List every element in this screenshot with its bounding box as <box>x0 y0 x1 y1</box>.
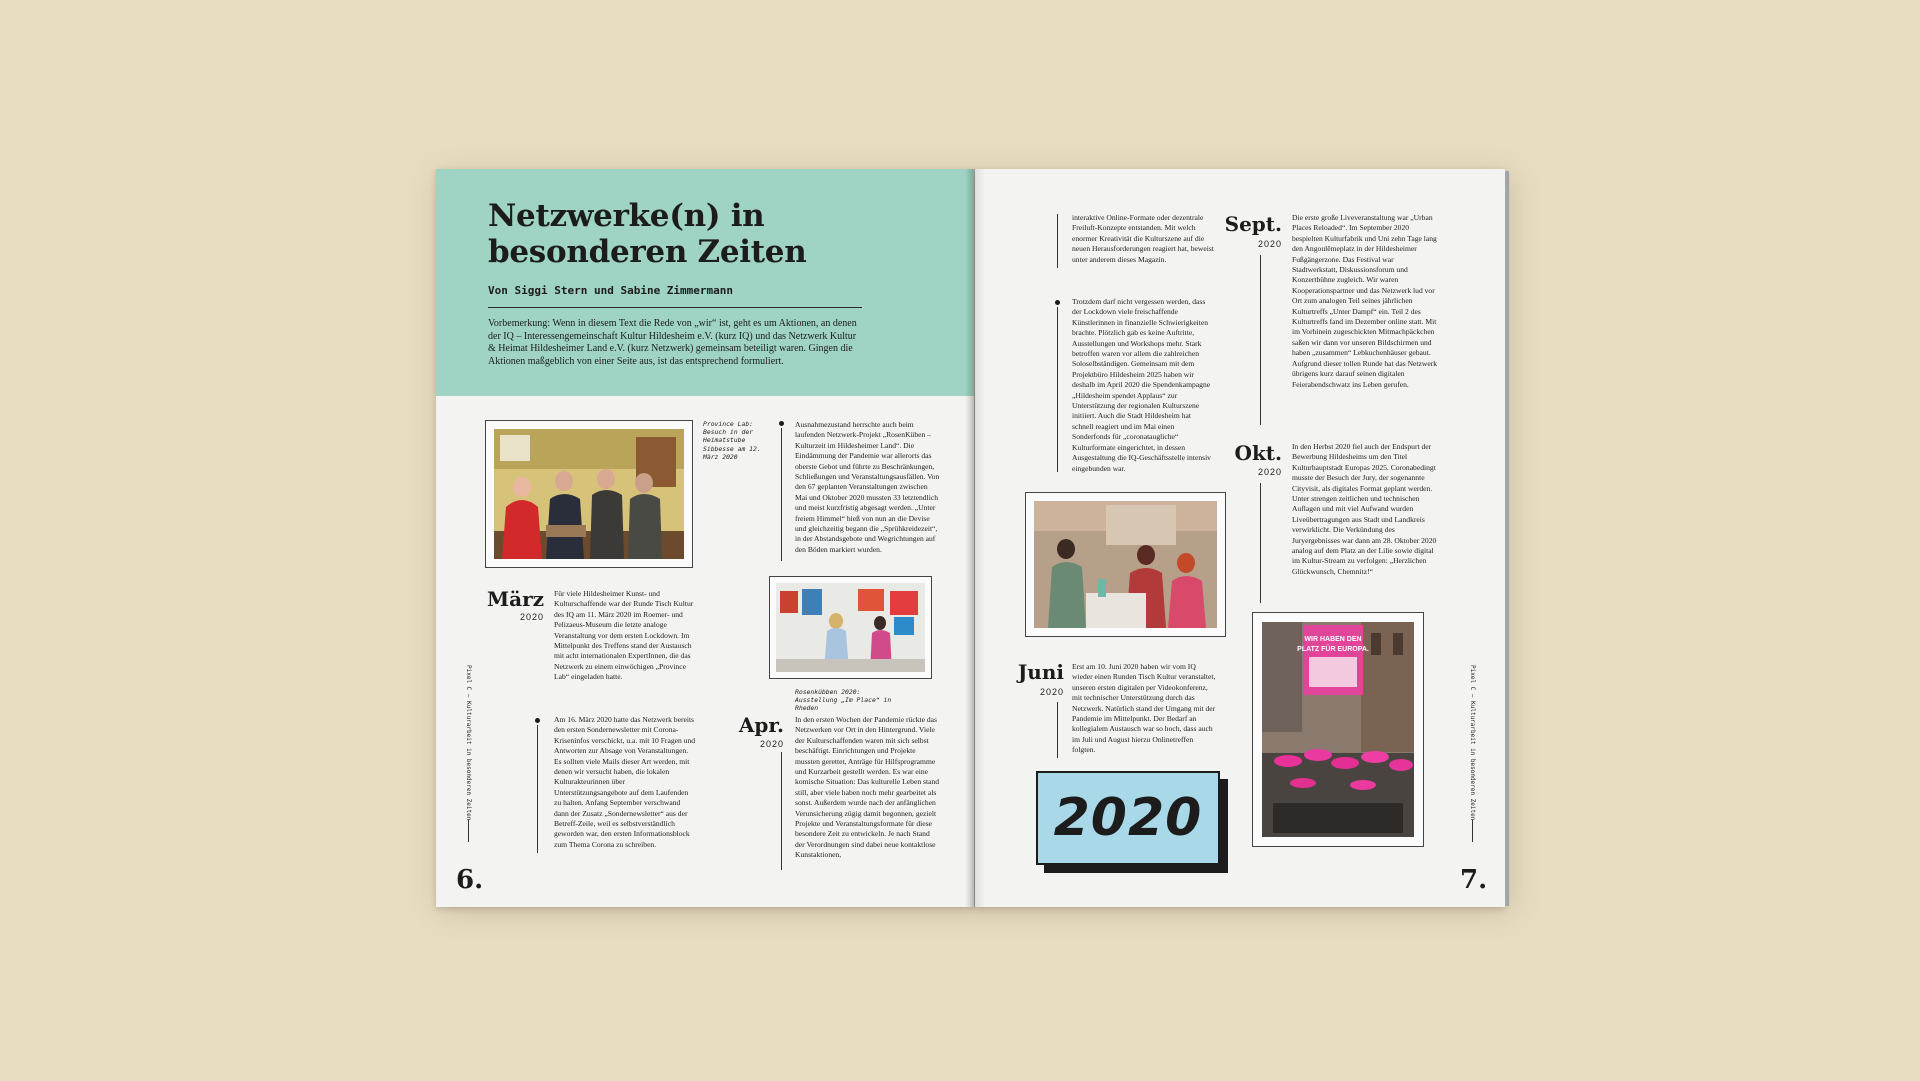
photo-rosenkuebben <box>769 576 932 679</box>
year-badge <box>1036 771 1220 865</box>
year-maerz: 2020 <box>519 612 544 622</box>
photo-event <box>1025 492 1226 637</box>
oktober-text: In den Herbst 2020 fiel auch der Endspurt der Bewerbung Hildesheims um den Titel Kulturhauptstadt Europas 2025. Coronabedingt musste der Besuch der Jury, der sogenannte Cityvisit, als digitales Format geplant werden. Unter strengen zeitlichen und technischen Auflagen und mit viel Aufwand wurden Liveübertragungen aus Stadt und Landkreis verwirklicht. Die Verkündung des Juryergebnisses war dann am 28. Oktober 2020 analog auf dem Platz an der Lilie sowie digital im Kultur-Stream zu verfolgen: „Herzlichen Glückwunsch, Chemnitz!“ <box>1292 442 1437 576</box>
right-col-text-2: Trotzdem darf nicht vergessen werden, dass der Lockdown viele freischaffende Künstlerinnen in finanzielle Schwierigkeiten brachte. Plötzlich gab es keine Auftritte, Ausstellungen und Workshops mehr. Stark betroffen waren vor allem die zahlreichen Soloselbständigen. Gemeinsam mit dem Projektbüro Hildesheim 2025 haben wir deshalb im April 2020 die Spendenkampagne „Hildesheim spendet Applaus“ zur Unterstützung der regionalen Kulturszene initiiert. Auch die Stadt Hildesheim hat schnell reagiert und im Mai einen Sonderfonds für „coronataugliche“ Kulturformate eingerichtet, in dessen Ausgestaltung die IQ-Geschäftsstelle intensiv eingebunden war. <box>1072 297 1211 473</box>
byline: Von Siggi Stern und Sabine Zimmermann <box>488 284 734 297</box>
timeline-line <box>1260 255 1261 425</box>
photo-province-lab <box>485 420 693 568</box>
timeline-line <box>781 428 782 561</box>
timeline-dot <box>779 421 784 426</box>
year-september: 2020 <box>1257 239 1282 249</box>
timeline-line <box>1057 214 1058 268</box>
timeline-dot <box>1055 300 1060 305</box>
caption-province-lab: Province Lab: Besuch in der Heimatstube Sibbesse am 12. März 2020 <box>703 420 761 461</box>
running-head-left: Pixel C – Kulturarbeit in besonderen Zeiten <box>465 665 472 821</box>
timeline-line <box>1057 307 1058 472</box>
col-top-text: Ausnahmezustand herrschte auch beim laufenden Netzwerk-Projekt „RosenKüben – Kulturzeit im Hildesheimer Land“. Die Eindämmung der Pandemie war allerorts das oberste Gebot und führte zu Beschränkungen, Schließungen und Veranstaltungsausfällen. Von den 67 geplanten Veranstaltungen zwischen Mai und Oktober 2020 mussten 33 letztendlich und meist kurzfristig abgesagt werden. „Unter freiem Himmel“ hieß von nun an die Devise und gleichzeitig begann die „Sprühkreidezeit“, in der Abstandsgebote und Wegrichtungen auf den Böden markiert wurden. <box>795 420 940 554</box>
maerz-text-1: Für viele Hildesheimer Kunst- und Kulturschaffende war der Runde Tisch Kultur des IQ am 11. März 2020 im Roemer- und Pelizaeus-Museum die letzte analoge Veranstaltung vor dem ersten Lockdown. Im Mittelpunkt des Treffens stand der Austausch mit acht internationalen ExpertInnen, die das Netzwerk zu einem einwöchigen „Province Lab“ eingeladen hatte. <box>554 589 694 682</box>
photo-square <box>1252 612 1424 847</box>
spine-shadow <box>965 169 985 907</box>
month-april: Apr. <box>738 713 784 737</box>
banner-text-2: PLATZ FÜR EUROPA. <box>1297 646 1369 653</box>
running-head-right: Pixel C – Kulturarbeit in besonderen Zeiten <box>1469 665 1476 821</box>
timeline-line <box>537 725 538 853</box>
photo-rosenkuebben-image <box>770 577 931 678</box>
page-number-left: 6. <box>456 865 484 895</box>
april-text: In den ersten Wochen der Pandemie rückte das Netzwerken vor Ort in den Hintergrund. Viele der Kulturschaffenden waren mit sich selbst beschäftigt. Einrichtungen und Projekte mussten gerettet, Anträge für Hilfsprogramme und Kurzarbeit gestellt werden. Es war eine komische Situation: Das kulturelle Leben stand still, aber viele haben noch mehr gearbeitet als sonst. Außerdem wurde nach der anfänglichen Verunsicherung zügig damit begonnen, gezielt Projekte und Veranstaltungsformate für diese besondere Zeit zu entwickeln. Je nach Stand der Verordnungen sind dabei neue kontaktlose Kunstaktionen, <box>795 715 940 860</box>
year-oktober: 2020 <box>1257 467 1282 477</box>
year-juni: 2020 <box>1039 687 1064 697</box>
running-rule <box>1472 820 1473 842</box>
article-title: Netzwerke(n) in besonderen Zeiten <box>488 198 807 270</box>
month-juni: Juni <box>1017 660 1064 684</box>
banner-text-1: WIR HABEN DEN <box>1304 636 1362 643</box>
month-oktober: Okt. <box>1234 441 1282 465</box>
juni-text: Erst am 10. Juni 2020 haben wir vom IQ wieder einen Runden Tisch Kultur veranstaltet, unseren ersten digitalen per Videokonferenz, mit technischer Unterstützung durch das Netzwerk. Natürlich stand der Umgang mit der Pandemie im Mittelpunkt. Der Bedarf an kollegialem Austausch war so hoch, dass auch im Juli und August hierzu Onlinetreffen folgten. <box>1072 662 1216 755</box>
month-september: Sept. <box>1224 212 1282 236</box>
month-maerz: März <box>487 587 544 611</box>
photo-square-image <box>1253 613 1423 846</box>
year-april: 2020 <box>759 739 784 749</box>
running-rule <box>468 820 469 842</box>
caption-rosenkuebben: Rosenkübben 2020: Ausstellung „Im Place“ in Rheden <box>795 688 892 713</box>
title-rule <box>488 307 862 308</box>
page-number-right: 7. <box>1460 865 1488 895</box>
right-col-text-1: interaktive Online-Formate oder dezentrale Freiluft-Konzepte entstanden. Mit welch enormer Kreativität die Kulturszene auf die neuen Herausforderungen reagiert hat, beweist unter anderem dieses Magazin. <box>1072 213 1214 264</box>
timeline-line <box>1057 702 1058 758</box>
timeline-dot <box>535 718 540 723</box>
photo-province-lab-image <box>486 421 692 567</box>
year-badge-text: 2020 <box>1053 788 1203 848</box>
photo-event-image <box>1026 493 1225 636</box>
intro-text: Vorbemerkung: Wenn in diesem Text die Rede von „wir“ ist, geht es um Aktionen, an denen der IQ – Interessengemeinschaft Kultur Hildesheim e.V. (kurz IQ) und das Netzwerk Kultur & Heimat Hildesheimer Land e.V. (kurz Netzwerk) gemeinsam beteiligt waren. Gingen die Aktionen maßgeblich von einer Seite aus, ist das entsprechend formuliert. <box>488 318 857 367</box>
september-text: Die erste große Liveveranstaltung war „Urban Places Reloaded“. Im September 2020 bespielten Kulturfabrik und Uni zehn Tage lang den Angoulêmeplatz in der Hildesheimer Fußgängerzone. Das Festival war Stadtwerkstatt, Diskussionsforum und Konzertbühne zugleich. Wir waren Kooperationspartner und das Netzwerk lud vor Ort zum analogen Teil seines jährlichen Kulturtreffs „Unter Dampf“ ein. Teil 2 des Kulturtreffs fand im Dezember online statt. Mit im Vorhinein zugeschickten Mitmachpäckchen saßen wir dann vor unseren Bildschirmen und haben „zusammen“ Lebkuchenhäuser gebaut. Aufgrund dieser tollen Runde hat das Netzwerk übrigens kurz darauf seinen digitalen Feierabendschwatz ins Leben gerufen. <box>1292 213 1438 389</box>
maerz-text-2: Am 16. März 2020 hatte das Netzwerk bereits den ersten Sondernewsletter mit Corona-Kriseninfos verschickt, u.a. mit 10 Fragen und Antworten zur Absage von Veranstaltungen. Es sollten viele Mails dieser Art werden, mit denen wir versucht haben, die lokalen Kulturakteurinnen über Unterstützungsangebote auf dem Laufenden zu halten. Anfang September verschwand dann der Zusatz „Sondernewsletter“ aus der Betreff-Zeile, weil es selbstverständlich geworden war, den ersten Informationsblock zum Thema Corona zu schreiben. <box>554 715 696 849</box>
timeline-line <box>781 752 782 870</box>
timeline-line <box>1260 483 1261 603</box>
